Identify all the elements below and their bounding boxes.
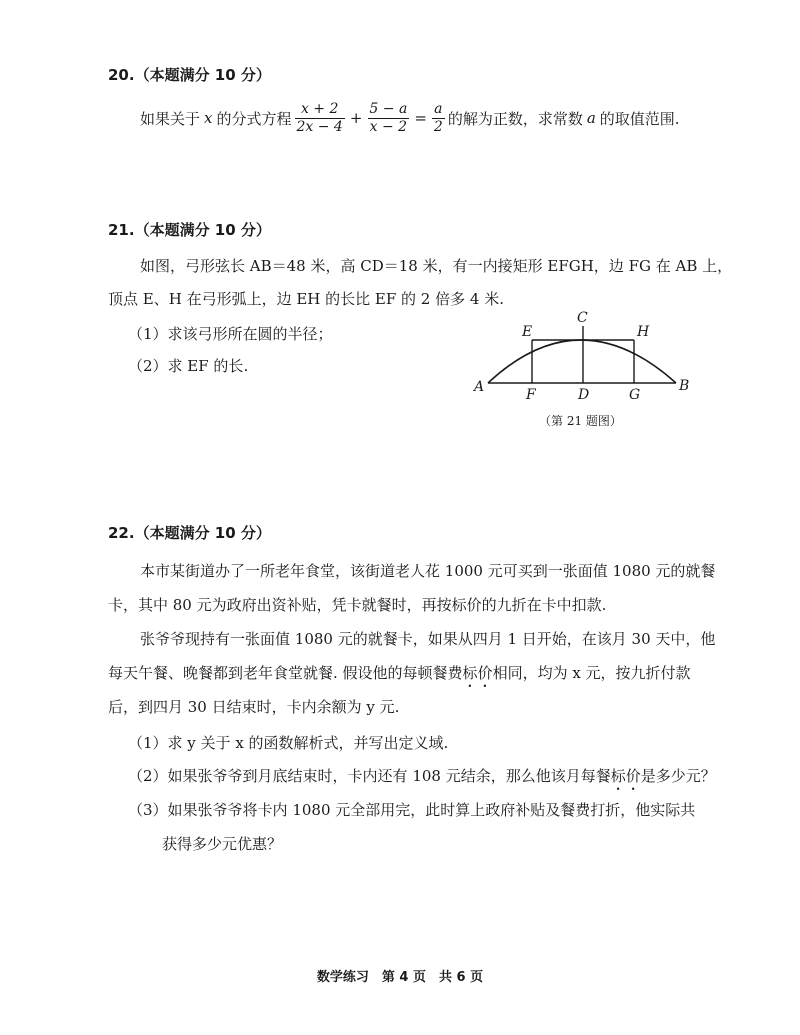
q22-sub-2-emphasis-biaojia: 标价 (610, 767, 641, 785)
q20-text-mid: 的分式方程 (216, 109, 292, 128)
q20-fraction-3 (432, 101, 445, 134)
q21-label-b: B (679, 378, 690, 394)
q22-p2-line-1: 张爷爷现持有一张面值 1080 元的就餐卡，如果从四月 1 日开始，在该月 30 天中，他 (140, 630, 716, 648)
q20-var-x: x (204, 109, 213, 127)
q22-p1-line-2: 卡，其中 80 元为政府出资补贴，凭卡就餐时，再按标价的九折在卡中扣款. (108, 596, 607, 614)
q22-p2-line-2-end: 相同，均为 x 元，按九折付款 (492, 664, 691, 682)
q22-heading: 22.（本题满分 10 分） (108, 524, 271, 542)
q20-fraction-1 (295, 101, 345, 134)
q21-line-1: 如图，弓形弦长 AB＝48 米，高 CD＝18 米，有一内接矩形 EFGH，边 FG 在 AB 上， (140, 257, 733, 275)
q22-sub-2-start: （2）如果张爷爷到月底结束时，卡内还有 108 元结余，那么他该月每餐 (128, 767, 611, 785)
q20-var-a: a (586, 109, 596, 127)
q21-part-1: （1）求该弓形所在圆的半径； (128, 325, 333, 343)
q21-label-e: E (522, 324, 533, 340)
q21-figure-caption: （第 21 题图） (539, 414, 622, 428)
q20-heading: 20.（本题满分 10 分） (108, 66, 271, 84)
q22-sub-1: （1）求 y 关于 x 的函数解析式，并写出定义域. (128, 734, 449, 752)
q21-label-d: D (578, 387, 590, 403)
q21-line-2: 顶点 E、H 在弓形弧上，边 EH 的长比 EF 的 2 倍多 4 米. (108, 290, 504, 308)
q20-fraction-1-denominator: 2x − 4 (296, 118, 343, 135)
q22-sub-2-end: 是多少元？ (640, 767, 716, 785)
q22-p2-line-2-start: 每天午餐、晚餐都到老年食堂就餐. 假设他的每顿餐费 (108, 664, 463, 682)
q21-label-h: H (637, 324, 650, 340)
q20-fraction-1-numerator: x + 2 (300, 101, 339, 118)
q22-sub-3-line-2: 获得多少元优惠？ (162, 835, 283, 853)
q22-p2-line-2 (108, 662, 691, 691)
q20-text-post2: 的取值范围. (599, 109, 680, 128)
q21-heading: 21.（本题满分 10 分） (108, 221, 271, 239)
q21-label-g: G (629, 387, 641, 403)
q20-fraction-3-denominator: 2 (433, 118, 443, 135)
q21-label-c: C (577, 310, 588, 326)
q22-sub-2 (128, 765, 716, 794)
q22-p1-line-1: 本市某街道办了一所老年食堂，该街道老人花 1000 元可买到一张面值 1080 元的就餐 (140, 562, 716, 580)
q20-fraction-2-numerator: 5 − a (369, 101, 408, 118)
q20-plus-sign: + (349, 109, 363, 127)
page-footer: 数学练习 第 4 页 共 6 页 (316, 970, 484, 985)
q21-part-2: （2）求 EF 的长. (128, 357, 249, 375)
q20-text-pre: 如果关于 (140, 109, 201, 128)
q20-text-post1: 的解为正数，求常数 (447, 109, 583, 128)
q20-equals-sign: = (414, 109, 427, 127)
q20-fraction-2 (367, 101, 409, 134)
q22-p2-emphasis-biaojia: 标价 (462, 664, 493, 682)
q21-figure-arc (488, 340, 676, 383)
q21-label-f: F (526, 387, 536, 403)
q20-fraction-3-numerator: a (434, 101, 443, 118)
q20-fraction-2-denominator: x − 2 (369, 118, 408, 135)
q22-sub-3-line-1: （3）如果张爷爷将卡内 1080 元全部用完，此时算上政府补贴及餐费打折，他实际共 (128, 801, 696, 819)
q20-statement (140, 99, 680, 137)
q21-label-a: A (474, 379, 485, 395)
q22-p2-line-3: 后，到四月 30 日结束时，卡内余额为 y 元. (108, 698, 400, 716)
